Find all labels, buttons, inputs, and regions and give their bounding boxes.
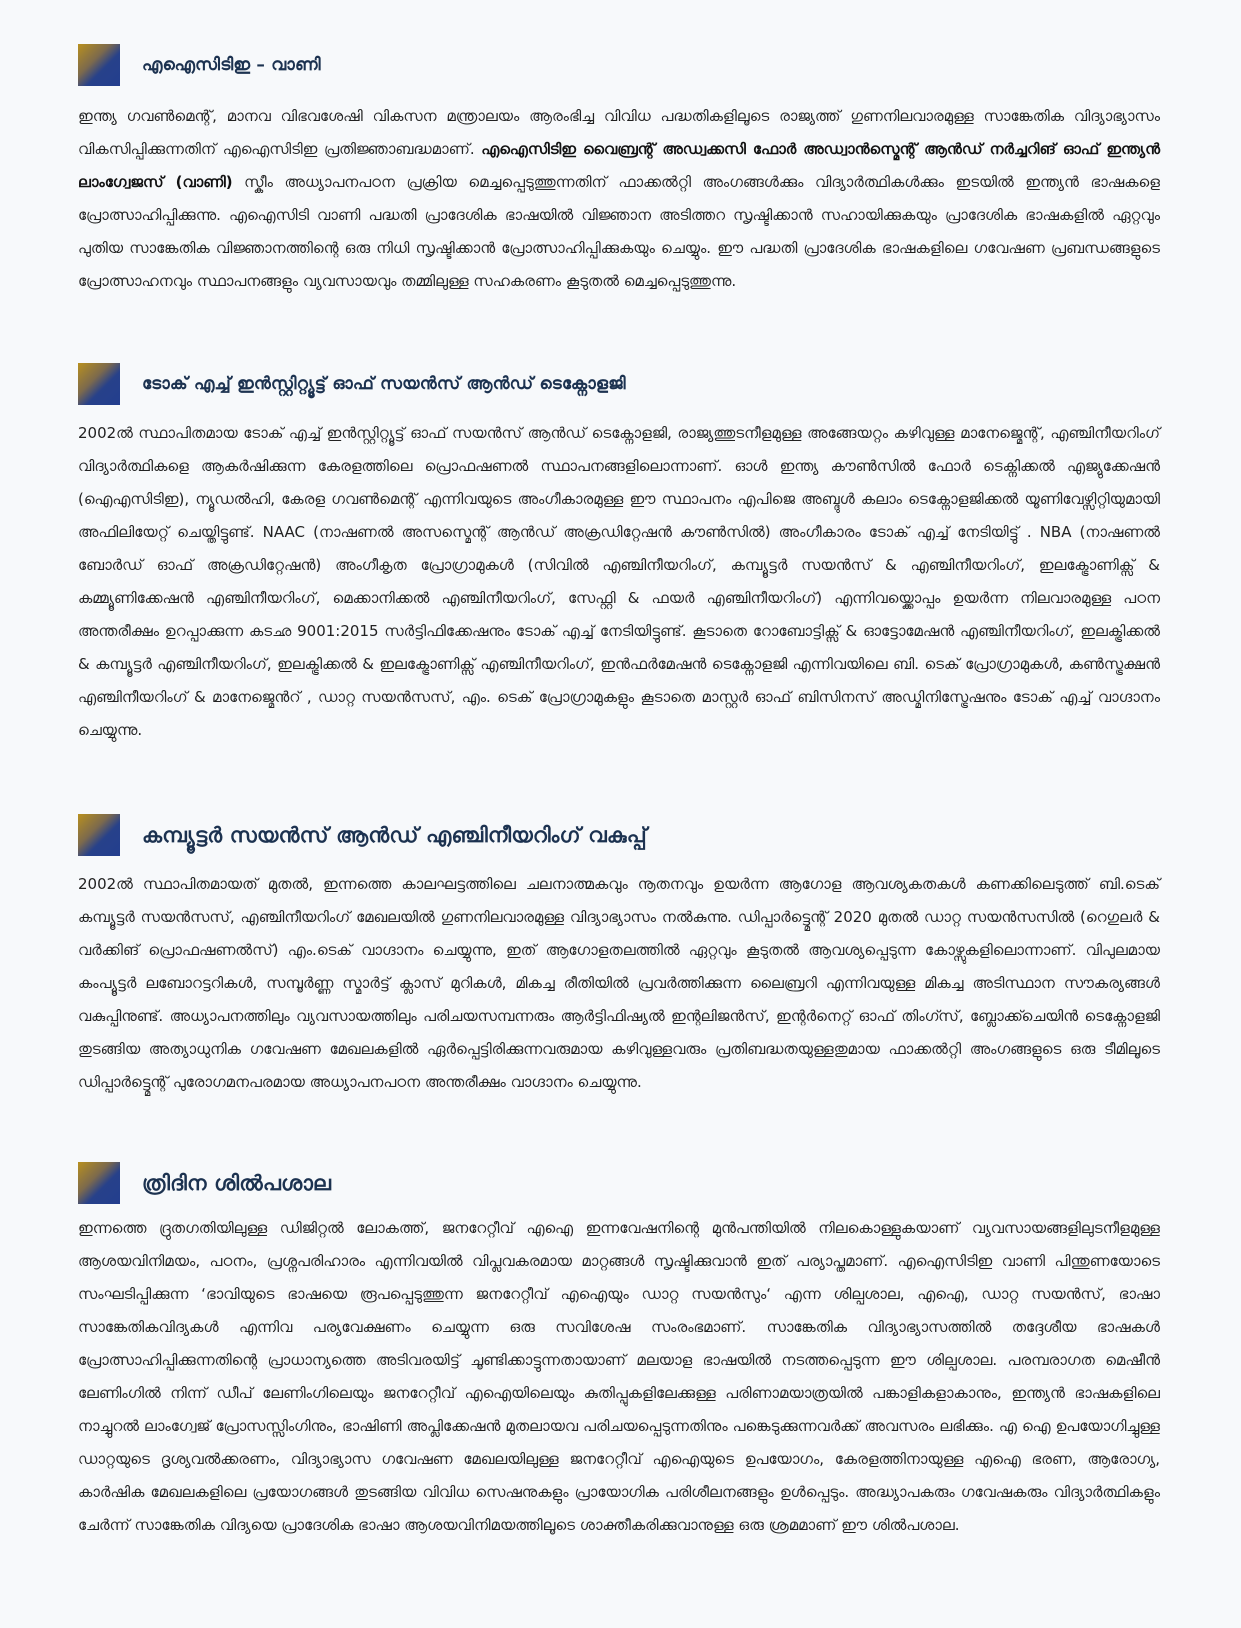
section-cse-department — [78, 814, 1160, 1099]
section-aicte-vaani — [78, 44, 1160, 298]
section-title: എഐസിടിഇ – വാണി — [142, 55, 321, 75]
gradient-square-icon — [78, 1162, 120, 1204]
scheme-name-bold: എഐസിടിഇ വൈബ്രന്റ് അഡ്വക്കസി ഫോർ അഡ്വാൻസ്മെന്റ് ആൻഡ് നർച്ചറിങ് ഓഫ് ഇന്ത്യൻ ലാംഗ്വേജസ് (വാണി) — [78, 140, 1160, 191]
section-three-day-workshop — [78, 1162, 1160, 1542]
section-header — [78, 1162, 1160, 1204]
section-header — [78, 363, 1160, 405]
gradient-square-icon — [78, 363, 120, 405]
section-body: 2002ൽ സ്ഥാപിതമായ ടോക് എച്ച് ഇൻസ്റ്റിറ്റ്യൂട്ട് ഓഫ് സയൻസ് ആൻഡ് ടെക്നോളജി, രാജ്യത്തുടനീളമുള്ള അങ്ങേയറ്റം കഴിവുള്ള മാനേജ്മെന്റ്, എഞ്ചിനീയറിംഗ് വിദ്യാർത്ഥികളെ ആകർഷിക്കുന്ന കേരളത്തിലെ പ്രൊഫഷണൽ സ്ഥാപനങ്ങളിലൊന്നാണ്. ഓൾ ഇന്ത്യ കൗൺസിൽ ഫോർ ടെക്നിക്കൽ എജ്യുക്കേഷൻ (ഐഎസിടിഇ), ന്യൂഡൽഹി, കേരള ഗവൺമെന്റ് എന്നിവയുടെ അംഗീകാരമുള്ള ഈ സ്ഥാപനം എപിജെ അബ്ദുൾ കലാം ടെക്നോളജിക്കൽ യൂണിവേഴ്സിറ്റിയുമായി അഫിലിയേറ്റ് ചെയ്തിട്ടുണ്ട്. NAAC (നാഷണൽ അസസ്മെന്റ് ആൻഡ് അക്രഡിറ്റേഷൻ കൗൺസിൽ) അംഗീകാരം ടോക് എച്ച് നേടിയിട്ടു് . NBA (നാഷണൽ ബോർഡ് ഓഫ് അക്രഡിറ്റേഷൻ) അംഗീകൃത പ്രോഗ്രാമുകൾ (സിവിൽ എഞ്ചിനീയറിംഗ്, കമ്പ്യൂട്ടർ സയൻസ് & എഞ്ചിനീയറിംഗ്, ഇലക്ട്രോണിക്സ് & കമ്മ്യൂണിക്കേഷൻ എഞ്ചിനീയറിംഗ്, മെക്കാനിക്കൽ എഞ്ചിനീയറിംഗ്, സേഫ്റ്റി & ഫയർ എഞ്ചിനീയറിംഗ്) എന്നിവയ്ക്കൊപ്പം ഉയർന്ന നിലവാരമുള്ള പഠന അന്തരീക്ഷം ഉറപ്പാക്കുന്ന കടഛ 9001:2015 സർട്ടിഫിക്കേഷനും ടോക് എച്ച് നേടിയിട്ടുണ്ട്. കൂടാതെ റോബോട്ടിക്സ് & ഓട്ടോമേഷൻ എഞ്ചിനീയറിംഗ്, ഇലക്ട്രിക്കൽ & കമ്പ്യൂട്ടർ എഞ്ചിനീയറിംഗ്, ഇലക്ട്രിക്കൽ & ഇലക്ട്രോണിക്സ് എഞ്ചിനീയറിംഗ്, ഇൻഫർമേഷൻ ടെക്നോളജി എന്നിവയിലെ ബി. ടെക് പ്രോഗ്രാമുകൾ, കൺസ്ട്രക്ഷൻ എഞ്ചിനീയറിംഗ് & മാനേജ്മെൻറ് , ഡാറ്റ സയൻസസ്, എം. ടെക് പ്രോഗ്രാമുകളും കൂടാതെ മാസ്റ്റർ ഓഫ് ബിസിനസ് അഡ്മിനിസ്ട്രേഷനും ടോക് എച്ച് വാഗ്ദാനം ചെയ്യുന്നു. — [78, 424, 1160, 739]
section-title: കമ്പ്യൂട്ടർ സയൻസ് ആൻഡ് എഞ്ചിനീയറിംഗ് വകുപ്പ് — [142, 822, 647, 847]
gradient-square-icon — [78, 44, 120, 86]
section-header — [78, 44, 1160, 86]
gradient-square-icon — [78, 814, 120, 856]
section-body: 2002ൽ സ്ഥാപിതമായത് മുതൽ, ഇന്നത്തെ കാലഘട്ടത്തിലെ ചലനാത്മകവും നൂതനവും ഉയർന്ന ആഗോള ആവശ്യകതകൾ കണക്കിലെടുത്ത് ബി.ടെക് കമ്പ്യൂട്ടർ സയൻസസ്, എഞ്ചിനീയറിംഗ് മേഖലയിൽ ഗുണനിലവാരമുള്ള വിദ്യാഭ്യാസം നൽകുന്നു. ഡിപ്പാർട്ട്മെന്റ് 2020 മുതൽ ഡാറ്റ സയൻസസിൽ (റെഗുലർ & വർക്കിങ് പ്രൊഫഷണൽസ്) എം.ടെക് വാഗ്ദാനം ചെയ്യുന്നു, ഇത് ആഗോളതലത്തിൽ ഏറ്റവും കൂടുതൽ ആവശ്യപ്പെടുന്ന കോഴ്സുകളിലൊന്നാണ്. വിപുലമായ കംപ്യൂട്ടർ ലബോറട്ടറികൾ, സമ്പൂർണ്ണ സ്മാർട്ട് ക്ലാസ് മുറികൾ, മികച്ച രീതിയിൽ പ്രവർത്തിക്കുന്ന ലൈബ്രറി എന്നിവയുള്ള മികച്ച അടിസ്ഥാന സൗകര്യങ്ങൾ വകുപ്പിനുണ്ട്. അധ്യാപനത്തിലും വ്യവസായത്തിലും പരിചയസമ്പന്നരും ആർട്ടിഫിഷ്യൽ ഇന്റലിജൻസ്, ഇന്റർനെറ്റ് ഓഫ് തിംഗ്സ്, ബ്ലോക്ക്ചെയിൻ ടെക്നോളജി തുടങ്ങിയ അത്യാധുനിക ഗവേഷണ മേഖലകളിൽ ഏർപ്പെട്ടിരിക്കുന്നവരുമായ കഴിവുള്ളവരും പ്രതിബദ്ധതയുള്ളതുമായ ഫാക്കൽറ്റി അംഗങ്ങളുടെ ഒരു ടീമിലൂടെ ഡിപ്പാർട്ട്മെന്റ് പുരോഗമനപരമായ അധ്യാപനപഠന അന്തരീക്ഷം വാഗ്ദാനം ചെയ്യുന്നു. — [78, 875, 1160, 1091]
section-title: ടോക് എച്ച് ഇൻസ്റ്റിറ്റ്യൂട്ട് ഓഫ് സയൻസ് ആൻഡ് ടെക്നോളജി — [142, 374, 626, 394]
section-header — [78, 814, 1160, 856]
section-body: ഇന്നത്തെ ദ്രുതഗതിയിലുള്ള ഡിജിറ്റൽ ലോകത്ത്, ജനറേറ്റീവ് എഐ ഇന്നവേഷനിന്റെ മുൻപന്തിയിൽ നിലകൊള്ളുകയാണ് വ്യവസായങ്ങളിലുടനീളമുള്ള ആശയവിനിമയം, പഠനം, പ്രശ്നപരിഹാരം എന്നിവയിൽ വിപ്ലവകരമായ മാറ്റങ്ങൾ സൃഷ്ടിക്കുവാൻ ഇത് പര്യാപ്തമാണ്. എഐസിടിഇ വാണി പിന്തുണയോടെ സംഘടിപ്പിക്കുന്ന ‘ഭാവിയുടെ ഭാഷയെ രൂപപ്പെടുത്തുന്ന ജനറേറ്റീവ് എഐയും ഡാറ്റ സയൻസും‘ എന്ന ശില്പശാല, എഐ, ഡാറ്റ സയൻസ്, ഭാഷാ സാങ്കേതികവിദ്യകൾ എന്നിവ പര്യവേക്ഷണം ചെയ്യുന്ന ഒരു സവിശേഷ സംരംഭമാണ്. സാങ്കേതിക വിദ്യാഭ്യാസത്തിൽ തദ്ദേശീയ ഭാഷകൾ പ്രോത്സാഹിപ്പിക്കുന്നതിന്റെ പ്രാധാന്യത്തെ അടിവരയിട്ട് ചൂണ്ടിക്കാട്ടുന്നതായാണ് മലയാള ഭാഷയിൽ നടത്തപ്പെടുന്ന ഈ ശില്പശാല. പരമ്പരാഗത മെഷീൻ ലേണിംഗിൽ നിന്ന് ഡീപ് ലേണിംഗിലെയും ജനറേറ്റീവ് എഐയിലെയും കുതിപ്പുകളിലേക്കുള്ള പരിണാമയാത്രയിൽ പങ്കാളികളാകാനും, ഇന്ത്യൻ ഭാഷകളിലെ നാച്ചുറൽ ലാംഗ്വേജ് പ്രോസസ്സിംഗിനും, ഭാഷിണി അപ്ലിക്കേഷൻ മുതലായവ പരിചയപ്പെടുന്നതിനും പങ്കെടുക്കുന്നവർക്ക് അവസരം ലഭിക്കും. എ ഐ ഉപയോഗിച്ചുള്ള ഡാറ്റയുടെ ദൃശ്യവൽക്കരണം, വിദ്യാഭ്യാസ ഗവേഷണ മേഖലയിലുള്ള ജനറേറ്റീവ് എഐയുടെ ഉപയോഗം, കേരളത്തിനായുള്ള എഐ ഭരണ, ആരോഗ്യ, കാർഷിക മേഖലകളിലെ പ്രയോഗങ്ങൾ തുടങ്ങിയ വിവിധ സെഷനുകളും പ്രായോഗിക പരിശീലനങ്ങളും ഉൾപ്പെടും. അദ്ധ്യാപകരും ഗവേഷകരും വിദ്യാർത്ഥികളും ചേർന്ന് സാങ്കേതിക വിദ്യയെ പ്രാദേശിക ഭാഷാ ആശയവിനിമയത്തിലൂടെ ശാക്തീകരിക്കുവാനുള്ള ഒരു ശ്രമമാണ് ഈ ശിൽപശാല. — [78, 1219, 1160, 1534]
body-text: സ്കീം അധ്യാപനപഠന പ്രക്രിയ മെച്ചപ്പെടുത്തുന്നതിന് ഫാക്കൽറ്റി അംഗങ്ങൾക്കും വിദ്യാർത്ഥികൾക്കും ഇടയിൽ ഇന്ത്യൻ ഭാഷകളെ പ്രോത്സാഹിപ്പിക്കുന്നു. എഐസിടി വാണി പദ്ധതി പ്രാദേശിക ഭാഷയിൽ വിജ്ഞാന അടിത്തറ സൃഷ്ടിക്കാൻ സഹായിക്കുകയും പ്രാദേശിക ഭാഷകളിൽ ഏറ്റവും പുതിയ സാങ്കേതിക വിജ്ഞാനത്തിന്റെ ഒരു നിധി സൃഷ്ടിക്കാൻ പ്രോത്സാഹിപ്പിക്കുകയും ചെയ്യും. ഈ പദ്ധതി പ്രാദേശിക ഭാഷകളിലെ ഗവേഷണ പ്രബന്ധങ്ങളുടെ പ്രോത്സാഹനവും സ്ഥാപനങ്ങളും വ്യവസായവും തമ്മിലുള്ള സഹകരണം കൂടുതൽ മെച്ചപ്പെടുത്തുന്നു. — [78, 173, 1160, 290]
body-text: ഇന്ത്യ ഗവൺമെന്റ്, മാനവ വിഭവശേഷി വികസന മന്ത്രാലയം ആരംഭിച്ച വിവിധ പദ്ധതികളിലൂടെ രാജ്യത്ത് ഗുണനിലവാരമുള്ള സാങ്കേതിക വിദ്യാഭ്യാസം വികസിപ്പിക്കുന്നതിന് എഐസിടിഇ പ്രതിജ്ഞാബദ്ധമാണ്. — [78, 107, 1160, 158]
section-body — [78, 100, 1160, 298]
section-tocH-institute — [78, 363, 1160, 747]
section-title: ത്രിദിന ശിൽപശാല — [142, 1170, 332, 1195]
